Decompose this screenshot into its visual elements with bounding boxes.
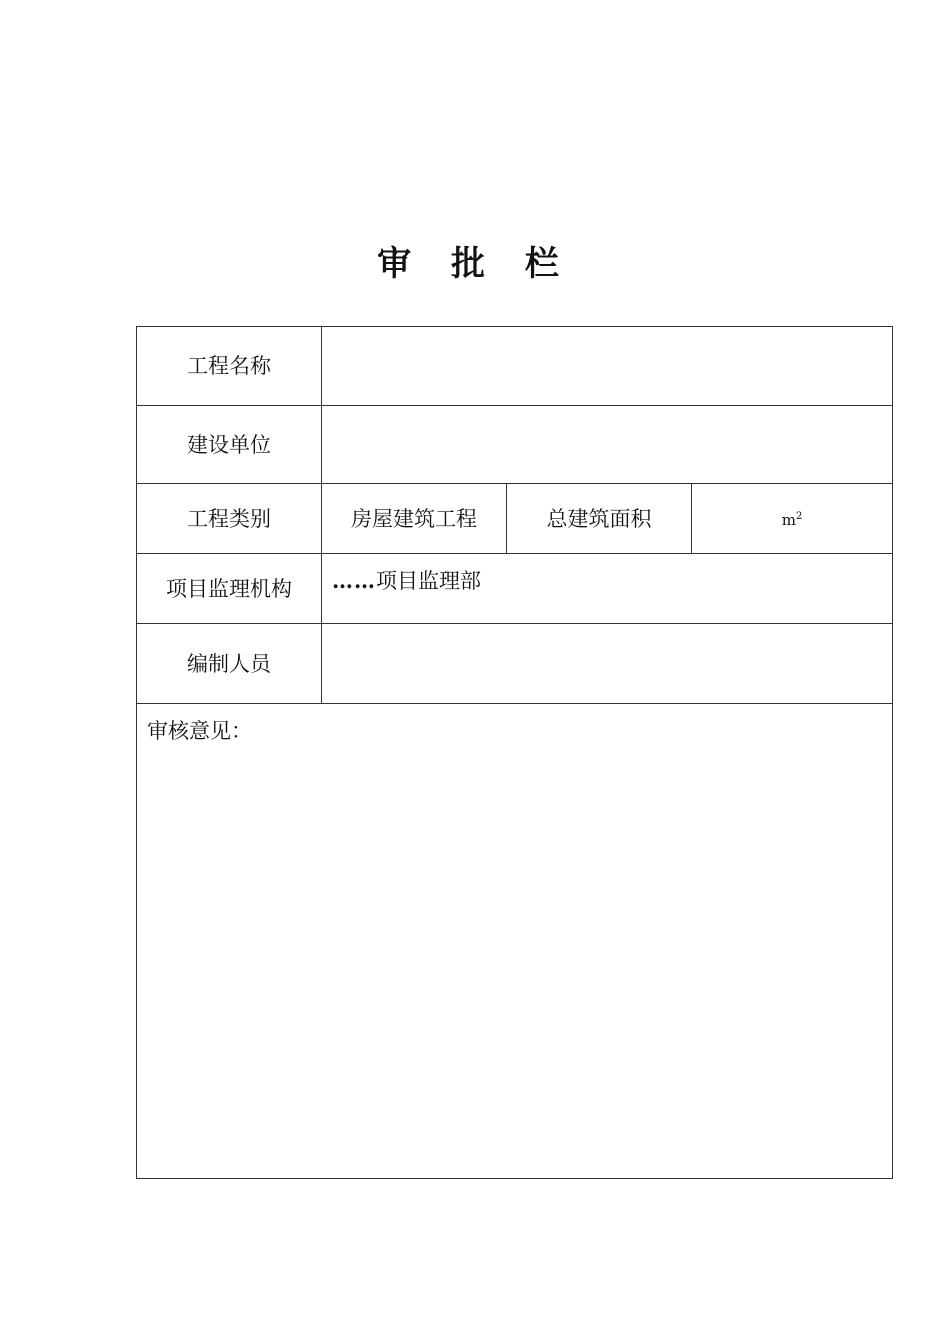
row-owner [137,406,893,484]
project-name-label-cell [137,327,322,406]
category-field[interactable]: 房屋建筑工程 [322,484,507,554]
project-name-field[interactable] [322,327,893,406]
project-name-label: 工程名称 [187,354,271,378]
supervision-value: 项目监理部 [376,569,481,593]
opinion-label: 审核意见： [147,719,252,743]
area-label: 总建筑面积 [507,484,692,554]
row-project-name [137,327,893,406]
owner-field[interactable] [322,406,893,484]
preparer-label-cell [137,624,322,704]
row-preparer [137,624,893,704]
page-title: 审 批 栏 [377,244,573,284]
area-unit: $m^2$ [781,511,803,529]
row-category [137,484,893,554]
opinion-field[interactable] [137,704,893,1179]
supervision-dots: …… [332,568,376,593]
preparer-field[interactable] [322,624,893,704]
area-field[interactable] [692,484,893,554]
supervision-label: 项目监理机构 [137,554,322,624]
supervision-field[interactable] [322,554,893,624]
approval-form-table [136,326,893,1179]
owner-label-cell [137,406,322,484]
row-opinion [137,704,893,1179]
owner-label: 建设单位 [187,432,271,457]
preparer-label: 编制人员 [187,651,271,676]
category-label: 工程类别 [137,484,322,554]
row-supervision [137,554,893,624]
